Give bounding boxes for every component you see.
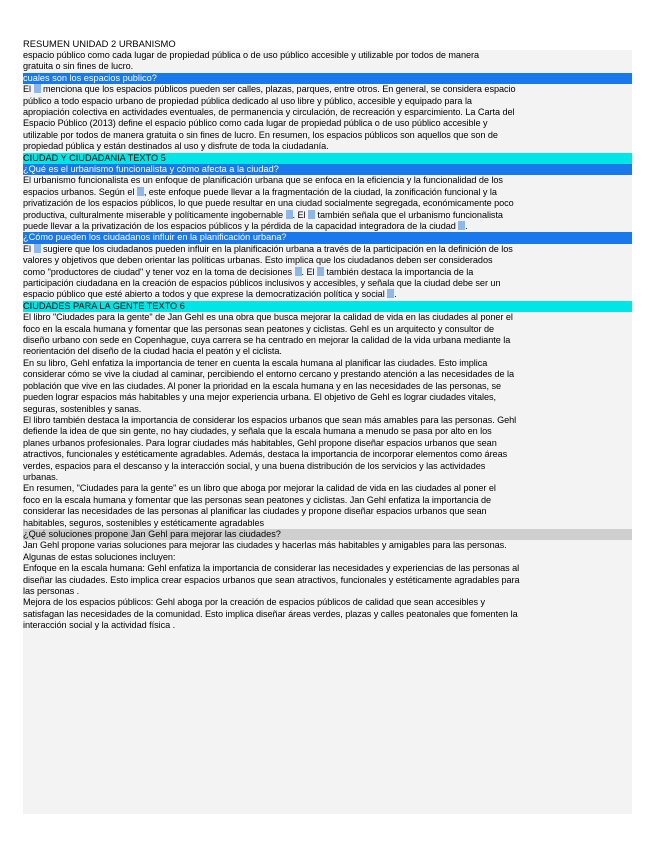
question-espacios-publicos: cuales son los espacios publico?	[23, 73, 632, 84]
citation-marker-icon[interactable]	[458, 221, 465, 230]
paragraph-escala-humana: En su libro, Gehl enfatiza la importancia de tener en cuenta la escala humana al planificar las ciudades. Esto implica considerar cómo se vive la ciudad al caminar, percibiendo el entorno cercano y prestando atención a las necesidades de la población que vive en las ciudades. Al poner la prioridad en la escala humana y en las necesidades de las personas, se pueden lograr espacios más habitables y una mejor experiencia urbana. El objetivo de Gehl es lograr ciudades vitales, seguras, sostenibles y sanas.	[23, 357, 515, 414]
heading-ciudades-para-la-gente: CIUDADES PARA LA GENTE TEXTO 6	[23, 301, 632, 312]
citation-marker-icon[interactable]	[137, 187, 144, 196]
paragraph-libro-gehl: El libro "Ciudades para la gente" de Jan Gehl es una obra que busca mejorar la calidad de vida en las ciudades al poner el foco en la escala humana y fomentar que las personas sean peatones y ciclistas. Gehl es un arquitecto y consultor de diseño urbano con sede en Copenhague, cuya carrera se ha centrado en mejorar la calidad de la vida urbana mediante la reorientación del diseño de la ciudad hacia el peatón y el ciclista.	[23, 312, 513, 357]
citation-marker-icon[interactable]	[34, 244, 41, 253]
citation-marker-icon[interactable]	[308, 210, 315, 219]
paragraph-urbanismo-funcionalista: El urbanismo funcionalista es un enfoque de planificación urbana que se enfoca en la eficiencia y la funcionalidad de los espacios urbanos. Según el , este enfoque puede llevar a la fragmentación de la ciudad, la zonificación funcional y la privatización de los espacios públicos, lo que puede resultar en una ciudad socialmente segregada, económicamente poco productiva, culturalmente miserable y políticamente ingobernable . El también señala que el urbanismo funcionalista puede llevar a la privatización de los espacios públicos y la pérdida de la capacidad integradora de la ciudad .	[23, 175, 514, 232]
question-influir-planificacion: ¿Cómo pueden los ciudadanos influir en la planificación urbana?	[23, 232, 632, 243]
paragraph-espacios-publicos: El menciona que los espacios públicos pueden ser calles, plazas, parques, entre otros. En general, se considera espacio público a todo espacio urbano de propiedad pública dedicado al uso libre y público, accesible y equipado para la apropiación colectiva en actividades eventuales, de permanencia y circulación, de recreación y esparcimiento. La Carta del Espacio Público (2013) define el espacio público como cada lugar de propiedad pública o de uso público accesible y utilizable por todos de manera gratuita o sin fines de lucro. En resumen, los espacios públicos son aquellos que son de propiedad pública y están destinados al uso y disfrute de toda la ciudadanía.	[23, 84, 516, 152]
paragraph-soluciones: Jan Gehl propone varias soluciones para mejorar las ciudades y hacerlas más habitables y amigables para las personas. Algunas de estas soluciones incluyen:	[23, 540, 507, 562]
paragraph-mejora-espacios: Mejora de los espacios públicos: Gehl aboga por la creación de espacios públicos de calidad que sean accesibles y satisfagan las necesidades de la comunidad. Esto implica diseñar áreas verdes, plazas y calles peatonales que fomenten la interacción social y la actividad física .	[23, 597, 518, 631]
paragraph-influir-planificacion: El sugiere que los ciudadanos pueden influir en la planificación urbana a través de la participación en la definición de los valores y objetivos que deben orientar las políticas urbanas. Esto implica que los ciudadanos deben ser considerados como "productores de ciudad" y tener voz en la toma de decisiones . El también destaca la importancia de la participación ciudadana en la creación de espacios públicos inclusivos y accesibles, y señala que la ciudad debe ser un espacio público que esté abierto a todos y que exprese la democratización política y social .	[23, 243, 513, 300]
question-urbanismo-funcionalista: ¿Qué es el urbanismo funcionalista y cómo afecta a la ciudad?	[23, 164, 632, 175]
question-soluciones-gehl: ¿Qué soluciones propone Jan Gehl para mejorar las ciudades?	[23, 529, 632, 540]
citation-marker-icon[interactable]	[295, 267, 302, 276]
paragraph-espacios-amables: El libro también destaca la importancia de considerar los espacios urbanos que sean más amables para las personas. Gehl defiende la idea de que sin gente, no hay ciudades, y señala que la escala humana a menudo se pasa por alto en los planes urbanos profesionales. Para lograr ciudades más habitables, Gehl propone diseñar espacios urbanos que sean atractivos, funcionales y estéticamente agradables. Además, destaca la importancia de incorporar elementos como áreas verdes, espacios para el descanso y la interacción social, y una buena distribución de los servicios y las actividades urbanas.	[23, 414, 517, 482]
intro-paragraph: espacio público como cada lugar de propiedad pública o de uso público accesible y utilizable por todos de manera gratuita o sin fines de lucro.	[23, 50, 480, 72]
document-title: RESUMEN UNIDAD 2 URBANISMO	[23, 38, 176, 49]
citation-marker-icon[interactable]	[317, 267, 324, 276]
paragraph-resumen: En resumen, "Ciudades para la gente" es un libro que aboga por mejorar la calidad de vida en las ciudades al poner el foco en la escala humana y fomentar que las personas sean peatones y ciclistas. Jan Gehl enfatiza la importancia de considerar las necesidades de las personas al planificar las ciudades y propone diseñar espacios urbanos que sean habitables, seguros, sostenibles y estéticamente agradables	[23, 483, 496, 528]
document-sheet	[23, 50, 632, 814]
citation-marker-icon[interactable]	[286, 210, 293, 219]
paragraph-enfoque-escala: Enfoque en la escala humana: Gehl enfatiza la importancia de considerar las necesidades y experiencias de las personas al diseñar las ciudades. Esto implica crear espacios urbanos que sean atractivos, funcionales y estéticamente agradables para las personas .	[23, 563, 520, 596]
heading-ciudad-ciudadania: CIUDAD Y CIUDADANIA TEXTO 5	[23, 153, 632, 164]
citation-marker-icon[interactable]	[34, 84, 41, 93]
citation-marker-icon[interactable]	[387, 289, 394, 298]
document-page	[23, 38, 632, 814]
